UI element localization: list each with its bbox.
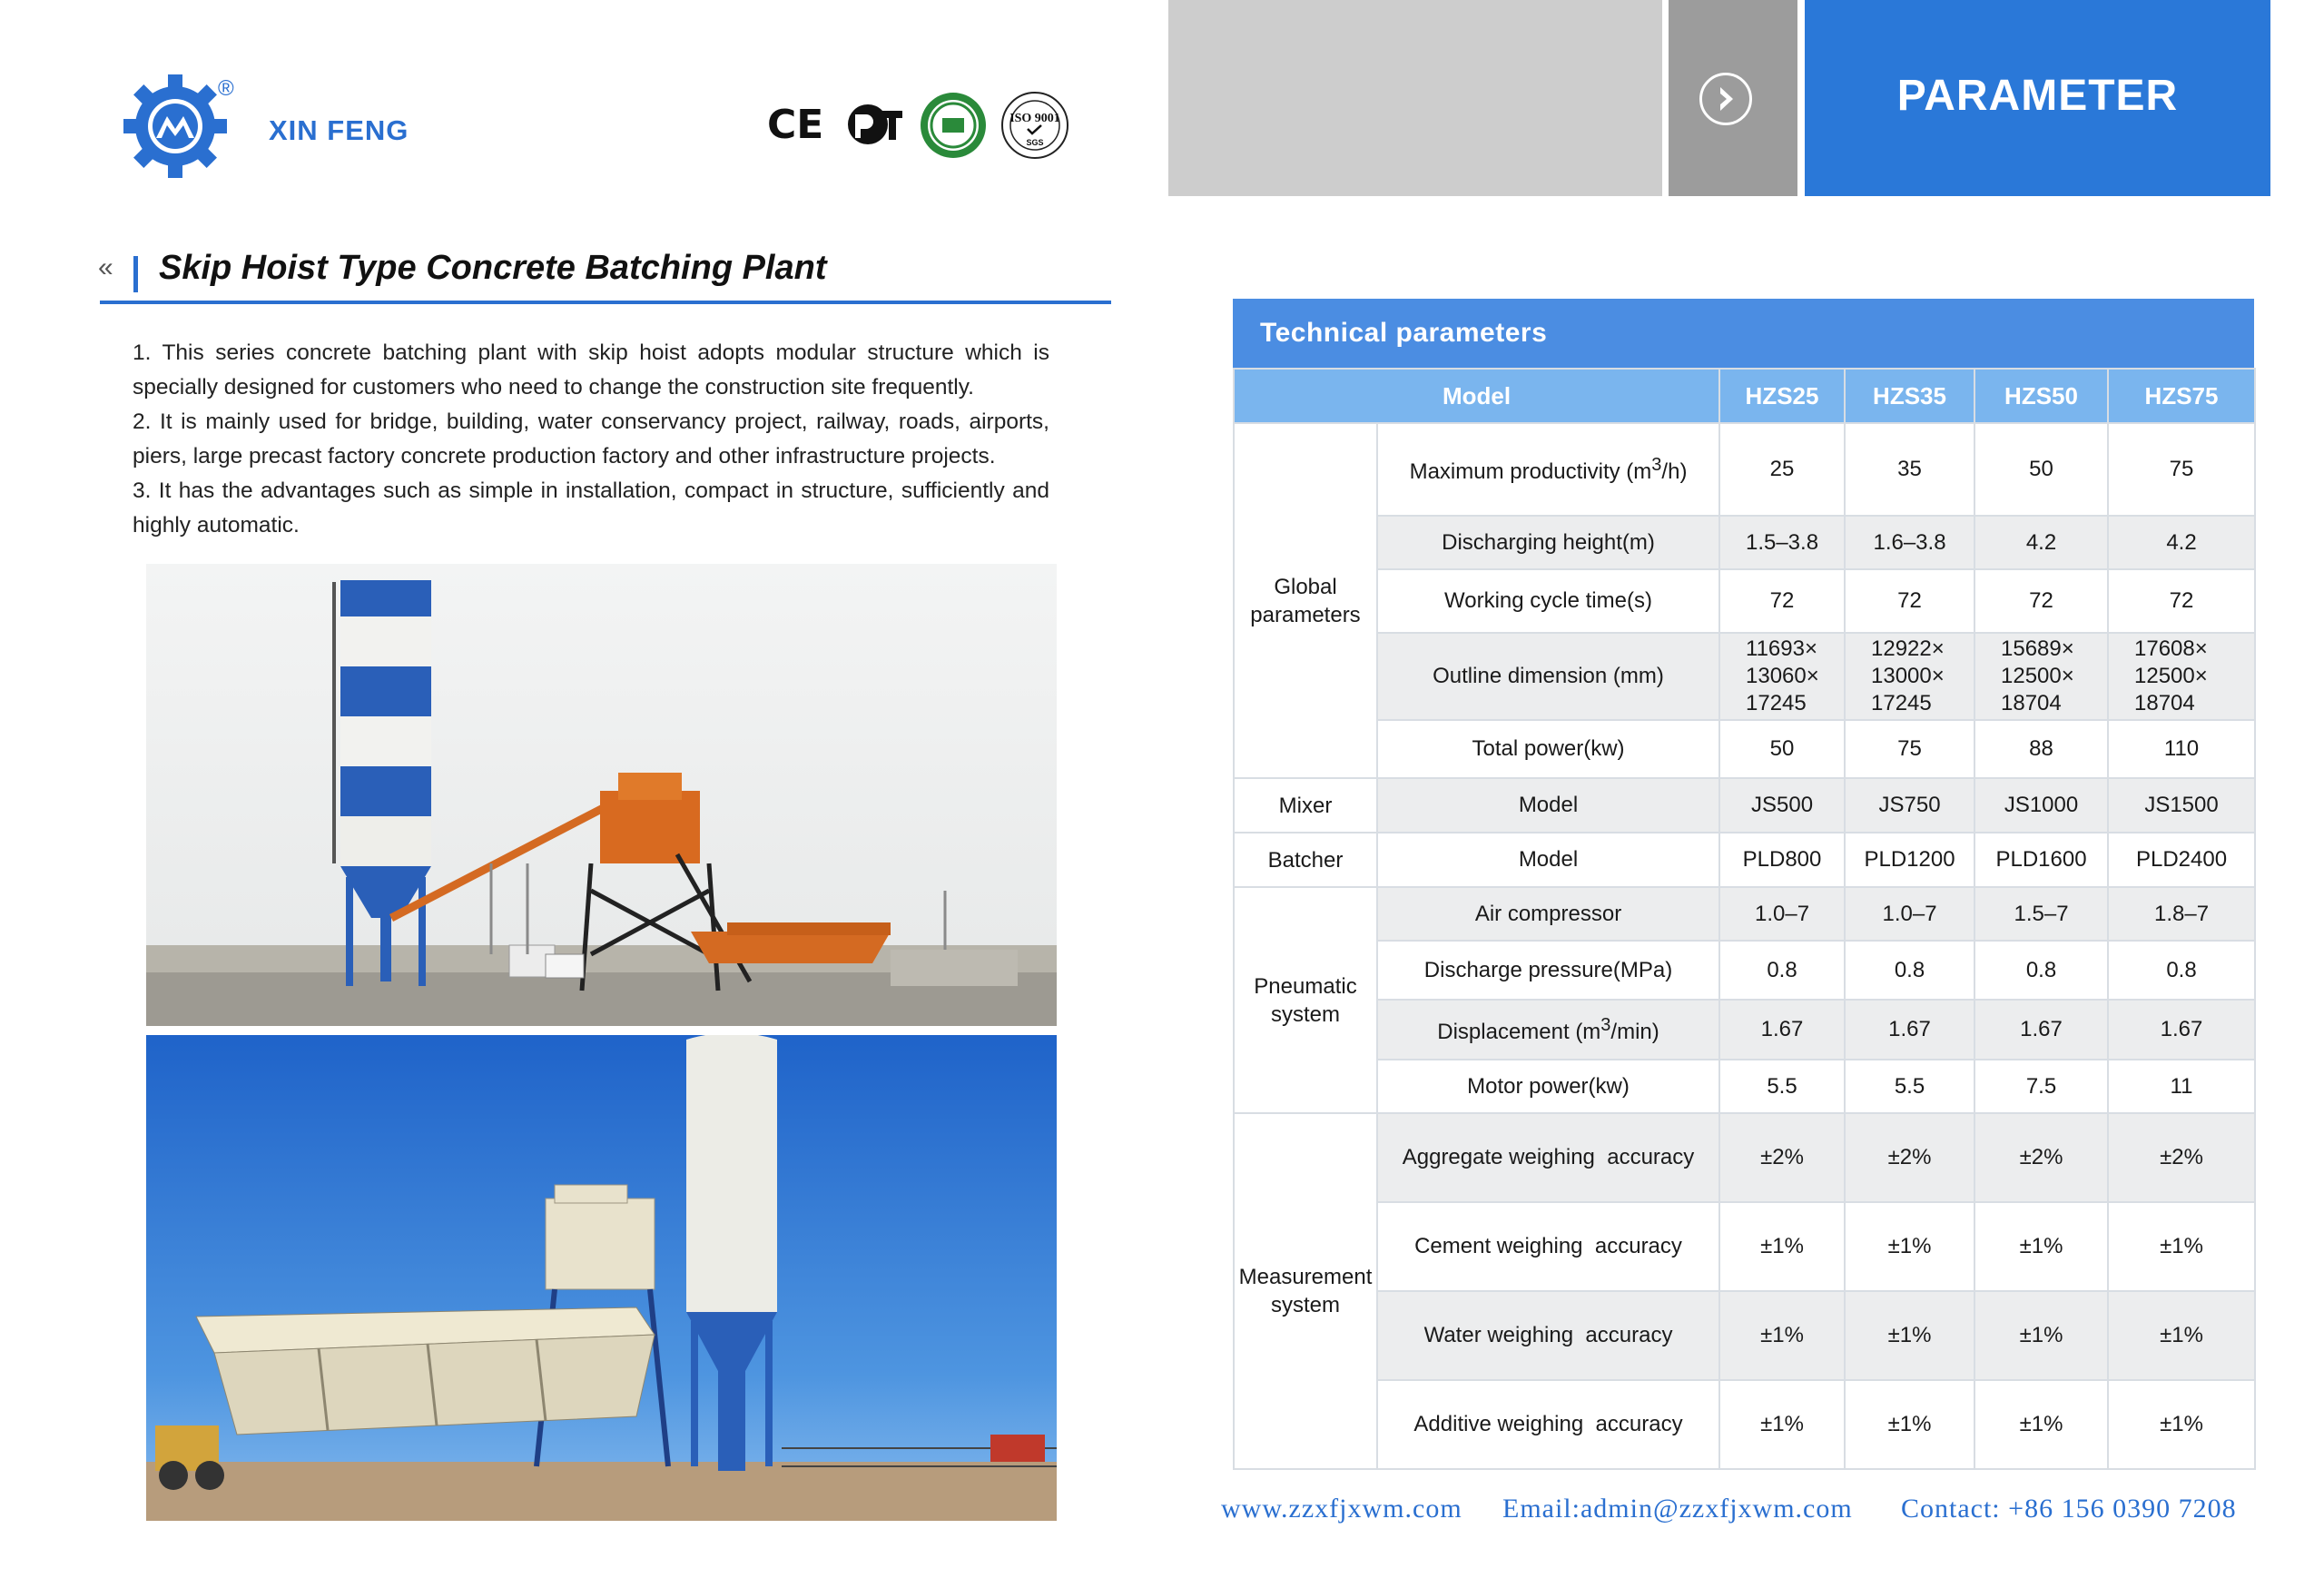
cell: ±1% [1974, 1202, 2108, 1291]
table-header-row [1234, 369, 2255, 423]
header-model: Model [1234, 369, 1719, 423]
cell: 0.8 [1845, 941, 1974, 1000]
brand-name: XIN FENG [269, 114, 409, 146]
param-label: Outline dimension (mm) [1377, 633, 1719, 720]
table-row [1234, 1291, 2255, 1380]
table-row [1234, 778, 2255, 833]
technical-parameters-table [1233, 299, 2254, 1470]
cell: 50 [1719, 720, 1845, 778]
cell: 1.8–7 [2108, 887, 2255, 941]
table-row [1234, 720, 2255, 778]
footer-email-link[interactable]: Email:admin@zzxfjxwm.com [1502, 1494, 1853, 1524]
param-label: Displacement $(m^3/\min)$ [1377, 1000, 1719, 1060]
cell: 1.67 [1719, 1000, 1845, 1060]
iso-seal-text: ISO 9001 [1009, 112, 1060, 125]
param-label: Aggregate weighing accuracy [1377, 1113, 1719, 1202]
table-row [1234, 887, 2255, 941]
sgs-seal-text: SGS [1026, 138, 1044, 147]
cell: ±1% [1719, 1202, 1845, 1291]
group-mixer: Mixer [1234, 778, 1377, 833]
cell: JS1500 [2108, 778, 2255, 833]
cell: 1.5–3.8 [1719, 516, 1845, 569]
cell: 1.67 [2108, 1000, 2255, 1060]
param-label: Total power(kw) [1377, 720, 1719, 778]
cell: JS1000 [1974, 778, 2108, 833]
cell: 1.6–3.8 [1845, 516, 1974, 569]
cell: ±1% [1719, 1380, 1845, 1469]
table-row [1234, 1060, 2255, 1113]
cell: 17608× 12500× 18704 [2108, 633, 2255, 720]
cell: 75 [1845, 720, 1974, 778]
cell: 1.0–7 [1845, 887, 1974, 941]
cell: 5.5 [1719, 1060, 1845, 1113]
cell: 50 [1974, 423, 2108, 516]
cell: 72 [1719, 569, 1845, 633]
cell: ±1% [1845, 1291, 1974, 1380]
table-row [1234, 1202, 2255, 1291]
group-measurement: Measurement system [1234, 1113, 1377, 1469]
cell: PLD2400 [2108, 833, 2255, 887]
cell: ±1% [1719, 1291, 1845, 1380]
pct-mark-icon [844, 102, 904, 147]
param-label: Additive weighing accuracy [1377, 1380, 1719, 1469]
cell: PLD1600 [1974, 833, 2108, 887]
cell: ±1% [1845, 1202, 1974, 1291]
batching-plant-photo-2 [146, 1035, 1057, 1521]
cell: 11693× 13060× 17245 [1719, 633, 1845, 720]
cell: 0.8 [1974, 941, 2108, 1000]
cell: ±1% [2108, 1380, 2255, 1469]
table-row [1234, 1000, 2255, 1060]
header-gray-band [1168, 0, 1662, 196]
cell: ±2% [2108, 1113, 2255, 1202]
description-paragraph: 3. It has the advantages such as simple in installation, compact in structure, sufficiently and highly automatic. [133, 478, 1049, 538]
ce-mark-icon: CE [767, 102, 824, 148]
cell: PLD800 [1719, 833, 1845, 887]
header-hzs50: HZS50 [1974, 369, 2108, 423]
table-row [1234, 1113, 2255, 1202]
cell: 0.8 [1719, 941, 1845, 1000]
cell: PLD1200 [1845, 833, 1974, 887]
arrow-right-circle-icon[interactable] [1699, 73, 1752, 125]
param-label: Water weighing accuracy [1377, 1291, 1719, 1380]
group-global: Global parameters [1234, 423, 1377, 778]
cell: 4.2 [1974, 516, 2108, 569]
cell: 35 [1845, 423, 1974, 516]
cell: ±1% [2108, 1202, 2255, 1291]
param-label: Model [1377, 833, 1719, 887]
param-label: Model [1377, 778, 1719, 833]
table-row [1234, 1380, 2255, 1469]
cell: 7.5 [1974, 1060, 2108, 1113]
table-title: Technical parameters [1233, 299, 2254, 368]
param-label: Discharging height(m) [1377, 516, 1719, 569]
param-label: Motor power(kw) [1377, 1060, 1719, 1113]
cell: 15689× 12500× 18704 [1974, 633, 2108, 720]
cell: ±1% [1974, 1380, 2108, 1469]
description-paragraph: 1. This series concrete batching plant with skip hoist adopts modular structure which is specially designed for customers who need to change the construction site frequently. [133, 340, 1049, 399]
cell: ±1% [1974, 1291, 2108, 1380]
footer-website-link[interactable]: www.zzxfjxwm.com [1221, 1494, 1462, 1524]
halal-seal-icon [919, 91, 988, 160]
table-row [1234, 423, 2255, 516]
cell: 110 [2108, 720, 2255, 778]
cell: ±2% [1719, 1113, 1845, 1202]
cell: ±1% [2108, 1291, 2255, 1380]
cell: 11 [2108, 1060, 2255, 1113]
cell: 4.2 [2108, 516, 2255, 569]
header-hzs25: HZS25 [1719, 369, 1845, 423]
cell: 5.5 [1845, 1060, 1974, 1113]
cell: 72 [1974, 569, 2108, 633]
cell: 72 [1845, 569, 1974, 633]
table-row [1234, 941, 2255, 1000]
registered-mark: ® [218, 76, 234, 101]
header-hzs35: HZS35 [1845, 369, 1974, 423]
cell: 1.5–7 [1974, 887, 2108, 941]
param-label: Discharge pressure(MPa) [1377, 941, 1719, 1000]
cell: 12922× 13000× 17245 [1845, 633, 1974, 720]
batching-plant-photo-1 [146, 564, 1057, 1026]
table-row [1234, 833, 2255, 887]
cell: 72 [2108, 569, 2255, 633]
param-label: Maximum productivity $(m^3/h)$ [1377, 423, 1719, 516]
cell: 0.8 [2108, 941, 2255, 1000]
description-paragraph: 2. It is mainly used for bridge, building, water conservancy project, railway, roads, airports, piers, large precast factory concrete production factory and other infrastructure projects. [133, 409, 1049, 469]
description [133, 336, 1049, 543]
heading-accent-bar [133, 256, 138, 292]
cell: 25 [1719, 423, 1845, 516]
param-label: Air compressor [1377, 887, 1719, 941]
group-pneumatic: Pneumatic system [1234, 887, 1377, 1113]
table-row [1234, 516, 2255, 569]
cell: ±2% [1845, 1113, 1974, 1202]
chevron-double-left-icon: « [98, 252, 113, 282]
iso-9001-seal-icon [1000, 91, 1069, 160]
cell: JS500 [1719, 778, 1845, 833]
cell: 88 [1974, 720, 2108, 778]
header-hzs75: HZS75 [2108, 369, 2255, 423]
cell: 1.0–7 [1719, 887, 1845, 941]
cell: 1.67 [1845, 1000, 1974, 1060]
cell: 1.67 [1974, 1000, 2108, 1060]
cell: ±2% [1974, 1113, 2108, 1202]
cell: JS750 [1845, 778, 1974, 833]
cell: ±1% [1845, 1380, 1974, 1469]
page-title: PARAMETER [1896, 72, 2179, 120]
gear-logo-icon [122, 73, 229, 180]
table-row [1234, 569, 2255, 633]
section-title: Skip Hoist Type Concrete Batching Plant [159, 249, 827, 287]
param-label: Working cycle time(s) [1377, 569, 1719, 633]
table-row [1234, 633, 2255, 720]
heading-rule [100, 301, 1111, 304]
footer-contact: Contact: +86 156 0390 7208 [1901, 1494, 2237, 1524]
group-batcher: Batcher [1234, 833, 1377, 887]
param-label: Cement weighing accuracy [1377, 1202, 1719, 1291]
cell: 75 [2108, 423, 2255, 516]
